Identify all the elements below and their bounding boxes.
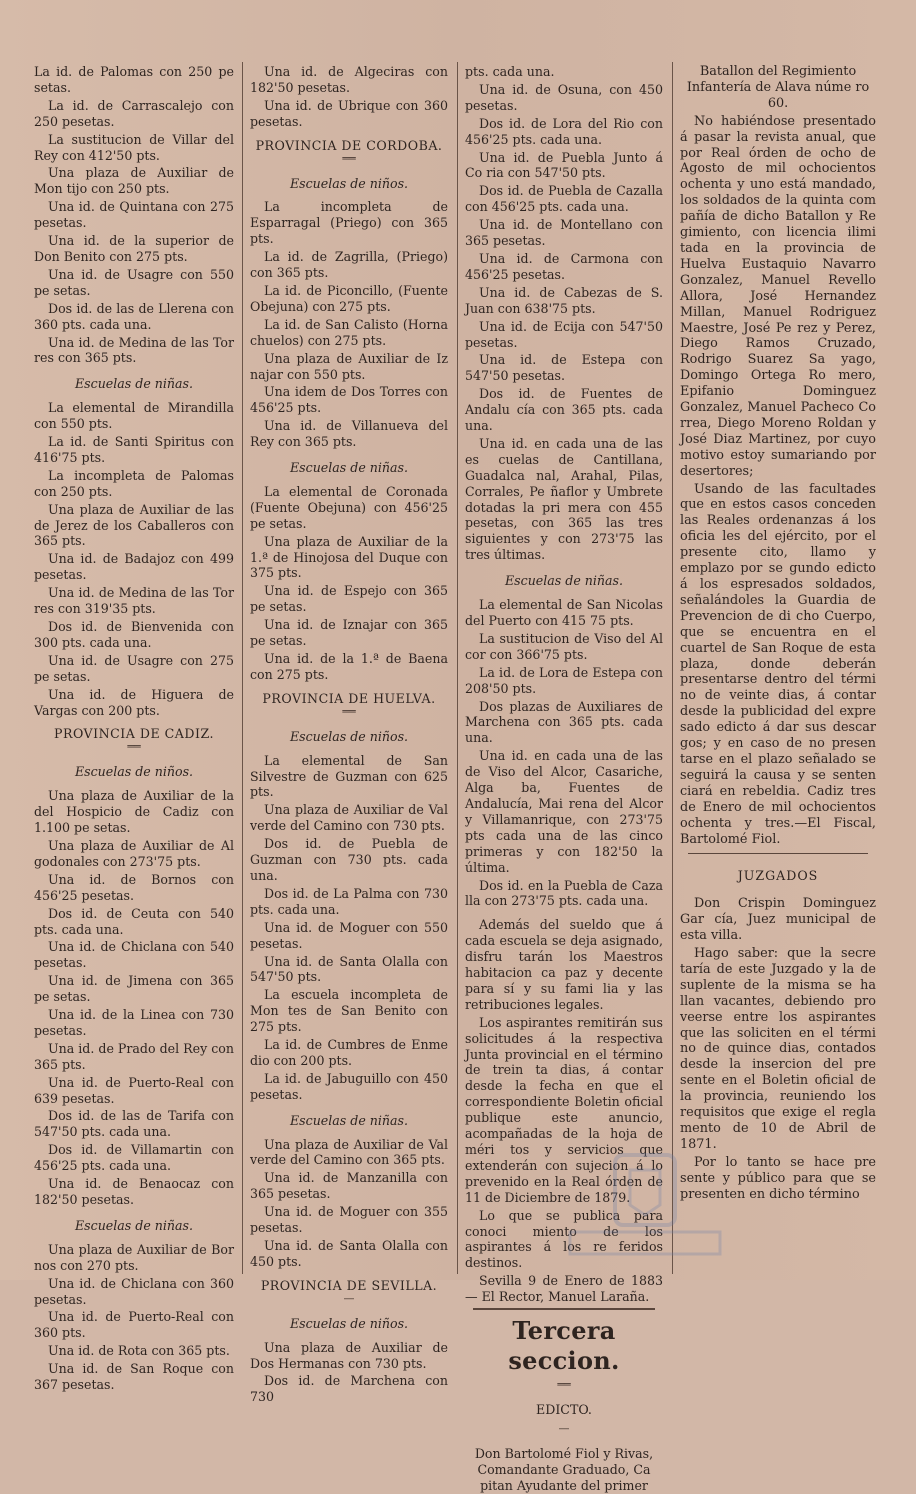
paragraph: Una id. de Algeciras con 182'50 pesetas. (250, 64, 448, 95)
section-heading: Escuelas de niños. (289, 175, 409, 191)
section-rule (688, 853, 868, 854)
paragraph: Usando de las facultades que en estos casos conceden las Reales ordenanzas á los oficia les del ejército, por el presente cito, llamo y emplazo por se gundo edicto á los espresados soldados, señalándoles la Guardia de Prevencion de di cho Cuerpo, que se encuentra en el cuartel de San Roque de esta plaza, donde deberán presentarse dentro del térmi no de veinte dias, á contar desde la publicidad del expre sado edicto á dar sus descar gos; y en caso de no presen tarse en el plazo señalado se seguirá la causa y se senten ciará en rebeldia. Cadiz tres de Enero de mil ochocientos ochenta y tres.—El Fiscal, Bartolomé Fiol. (680, 481, 876, 847)
paragraph: La id. de San Calisto (Horna chuelos) con 275 pts. (250, 316, 448, 348)
paragraph: Una id. de Estepa con 547'50 pesetas. (465, 352, 663, 384)
column-1 (34, 64, 234, 1393)
section-heading: Escuelas de niños. (74, 764, 194, 780)
paragraph: Una plaza de Auxiliar de Dos Hermanas con 730 pts. (250, 1339, 448, 1371)
paragraph: La elemental de Coronada (Fuente Obejuna) con 456'25 pe setas. (250, 483, 448, 531)
paragraph: Una id. de Usagre con 275 pe setas. (34, 652, 234, 684)
section-heading: Escuelas de niñas. (289, 1112, 409, 1128)
section-heading: Escuelas de niñas. (289, 460, 409, 476)
paragraph: La id. de Jabuguillo con 450 pesetas. (250, 1070, 448, 1102)
paragraph: Sevilla 9 de Enero de 1883 — El Rector, Manuel Laraña. (465, 1273, 663, 1305)
paragraph: Una idem de Dos Torres con 456'25 pts. (250, 384, 448, 416)
paragraph: La incompleta de Esparragal (Priego) con 365 pts. (250, 199, 448, 247)
paragraph: La elemental de San Silvestre de Guzman con 625 pts. (250, 752, 448, 800)
paragraph: No habiéndose presentado á pasar la revista anual, que por Real órden de ocho de Agosto de mil ochocientos ochenta y uno está mandado, los soldados de la quinta com pañía de dicho Batallon y Re gimiento, con licencia ilimi tada en la provincia de Huelva Eustaquio Navarro Gonzalez, Manuel Revello Allora, José Hernandez Millan, Manuel Rodriguez Maestre, José Pe rez y Perez, Diego Ramos Cruzado, Rodrigo Suarez Sa yago, Domingo Ortega Ro mero, Epifanio Dominguez Gonzalez, Manuel Pacheco Co rrea, Diego Moreno Roldan y José Diaz Martinez, por cuyo motivo estoy sumariando por desertores; (680, 113, 876, 479)
paragraph: Una id. en cada una de las de Viso del Alcor, Casariche, Alga ba, Fuentes de Andalucía, Mai rena del Alcor y Villamanrique, con 273'75 pts cada una de las cinco primeras y con 182'50 la última. (465, 748, 663, 875)
paragraph: La id. de Piconcillo, (Fuente Obejuna) con 275 pts. (250, 282, 448, 314)
paragraph: Una plaza de Auxiliar de las de Jerez de los Caballeros con 365 pts. (34, 501, 234, 549)
paragraph: Una plaza de Auxiliar de Val verde del Camino con 730 pts. (250, 802, 448, 834)
ornament: ══ (127, 740, 141, 754)
paragraph: Una plaza de Auxiliar de Val verde del Camino con 365 pts. (250, 1136, 448, 1168)
section-title: Tercera seccion. (508, 1316, 620, 1376)
paragraph: Una plaza de Auxiliar de Mon tijo con 250 pts. (34, 165, 234, 197)
column-rule (672, 62, 673, 1274)
ornament: ══ (342, 704, 356, 718)
paragraph: Batallon del Regimiento Infantería de Alava núme ro 60. (686, 64, 870, 111)
section-heading: Escuelas de niñas. (74, 376, 194, 392)
paragraph: La elemental de Mirandilla con 550 pts. (34, 400, 234, 432)
paragraph: Una id. de Cabezas de S. Juan con 638'75 pts. (465, 284, 663, 316)
paragraph: Dos id. de Bienvenida con 300 pts. cada una. (34, 619, 234, 650)
paragraph: Una id. de Carmona con 456'25 pesetas. (465, 250, 663, 282)
paragraph: La id. de Santi Spiritus con 416'75 pts. (34, 434, 234, 465)
paragraph: Una plaza de Auxiliar de Iz najar con 550 pts. (250, 350, 448, 382)
paragraph: Dos id. de Villamartin con 456'25 pts. cada una. (34, 1142, 234, 1174)
paragraph: Una id. en cada una de las es cuelas de Cantillana, Guadalca nal, Arahal, Pilas, Corrales, Pe ñaflor y Umbrete dotadas la pri mera con 455 pesetas, con 365 las tres siguientes y con 273'75 las tres últimas. (465, 435, 663, 563)
section-heading: Escuelas de niños. (289, 728, 409, 744)
section-heading: Escuelas de niñas. (74, 1217, 194, 1233)
library-watermark (560, 1150, 730, 1260)
paragraph: Dos id. de Puebla de Cazalla con 456'25 pts. cada una. (465, 183, 663, 215)
paragraph: Una id. de la 1.ª de Baena con 275 pts. (250, 651, 448, 682)
paragraph: Una id. de Usagre con 550 pe setas. (34, 266, 234, 298)
paragraph: Dos id. de las de Tarifa con 547'50 pts. cada una. (34, 1108, 234, 1140)
paragraph: La id. de Carrascalejo con 250 pesetas. (34, 97, 234, 129)
paragraph: Por lo tanto se hace pre sente y público para que se presenten en dicho término (680, 1154, 876, 1202)
paragraph: Una id. de Osuna, con 450 pesetas. (465, 81, 663, 113)
paragraph: Una id. de Espejo con 365 pe setas. (250, 583, 448, 615)
province-heading: PROVINCIA DE HUELVA. (262, 690, 436, 706)
paragraph: Una id. de Badajoz con 499 pesetas. (34, 551, 234, 583)
paragraph: Una id. de Chiclana con 360 pesetas. (34, 1275, 234, 1307)
paragraph: Dos id. de La Palma con 730 pts. cada una. (250, 885, 448, 917)
paragraph: Una id. de Ubrique con 360 pesetas. (250, 97, 448, 129)
paragraph: Una id. de Medina de las Tor res con 319'35 pts. (34, 585, 234, 617)
paragraph: La id. de Cumbres de Enme dio con 200 pts. (250, 1037, 448, 1068)
paragraph: Dos id. de Ceuta con 540 pts. cada una. (34, 905, 234, 937)
column-2 (250, 64, 448, 1405)
province-heading: PROVINCIA DE CADIZ. (54, 726, 214, 742)
paragraph: Lo que se publica para conoci miento de los aspirantes á los re feridos destinos. (465, 1207, 663, 1271)
paragraph: Una plaza de Auxiliar de la del Hospicio de Cadiz con 1.100 pe setas. (34, 788, 234, 836)
edict-heading: EDICTO. (536, 1402, 592, 1418)
paragraph: La escuela incompleta de Mon tes de San Benito con 275 pts. (250, 987, 448, 1035)
ornament: ══ (342, 151, 356, 165)
paragraph: Una id. de Bornos con 456'25 pesetas. (34, 871, 234, 903)
paragraph: La id. de Zagrilla, (Priego) con 365 pts. (250, 249, 448, 281)
paragraph: Una id. de Puerto-Real con 360 pts. (34, 1309, 234, 1341)
paragraph: Una id. de Puerto-Real con 639 pesetas. (34, 1074, 234, 1106)
ornament: ══ (557, 1378, 571, 1392)
paragraph: Hago saber: que la secre taría de este Juzgado y la de suplente de la misma se ha llan vacantes, debiendo pro veerse entre los aspirantes que las soliciten en el térmi no de quince dias, contados desde la insercion del pre sente en el Boletin oficial de la provincia, reuniendo los requisitos que exige el regla mento de 10 de Abril de 1871. (680, 946, 876, 1152)
paragraph: La sustitucion de Viso del Al cor con 366'75 pts. (465, 630, 663, 662)
paragraph: Una plaza de Auxiliar de la 1.ª de Hinojosa del Duque con 375 pts. (250, 533, 448, 581)
ornament: — (343, 1291, 355, 1305)
paragraph: Dos id. de Lora del Rio con 456'25 pts. cada una. (465, 115, 663, 147)
paragraph: Una id. de Quintana con 275 pesetas. (34, 199, 234, 231)
section-heading: Escuelas de niños. (289, 1315, 409, 1331)
paragraph: Una id. de Santa Olalla con 547'50 pts. (250, 953, 448, 985)
paragraph: Don Bartolomé Fiol y Rivas, Comandante Graduado, Ca pitan Ayudante del primer (474, 1445, 654, 1493)
paragraph: Dos id. en la Puebla de Caza lla con 273'75 pts. cada una. (465, 877, 663, 909)
paragraph: Dos plazas de Auxiliares de Marchena con 365 pts. cada una. (465, 698, 663, 746)
paragraph: Una plaza de Auxiliar de Al godonales con 273'75 pts. (34, 837, 234, 869)
paragraph: Una id. de Montellano con 365 pesetas. (465, 217, 663, 249)
column-rule (242, 62, 243, 1274)
paragraph: Una id. de Medina de las Tor res con 365 pts. (34, 334, 234, 366)
paragraph: Dos id. de Fuentes de Andalu cía con 365 pts. cada una. (465, 386, 663, 434)
paragraph: Una id. de la Linea con 730 pesetas. (34, 1007, 234, 1038)
paragraph: Una id. de Benaocaz con 182'50 pesetas. (34, 1176, 234, 1207)
paragraph: Don Crispin Dominguez Gar cía, Juez municipal de esta villa. (680, 896, 876, 944)
paragraph: Una id. de Puebla Junto á Co ria con 547'50 pts. (465, 149, 663, 181)
paragraph: Una id. de Manzanilla con 365 pesetas. (250, 1170, 448, 1202)
paragraph: Además del sueldo que á cada escuela se deja asignado, disfru tarán los Maestros habitacion ca paz y decente para sí y su fami lia y las retribuciones legales. (465, 917, 663, 1012)
column-4 (680, 64, 876, 1274)
paragraph: Una id. de Santa Olalla con 450 pts. (250, 1238, 448, 1269)
paragraph: Los aspirantes remitirán sus solicitudes á la respectiva Junta provincial en el término de trein ta dias, á contar desde la fecha en que el correspondiente Boletin oficial publique este anuncio, acompañadas de la hoja de méri tos y servicios que extenderán con sujecion á lo prevenido en la Real órden de 11 de Diciembre de 1879. (465, 1014, 663, 1205)
paragraph: Una id. de Ecija con 547'50 pesetas. (465, 318, 663, 350)
section-rule (473, 1308, 655, 1310)
paragraph: La id. de Palomas con 250 pe setas. (34, 64, 234, 95)
section-heading: Escuelas de niñas. (504, 573, 624, 589)
province-heading: PROVINCIA DE CORDOBA. (255, 137, 443, 153)
province-heading: PROVINCIA DE SEVILLA. (260, 1277, 438, 1293)
paragraph: La sustitucion de Villar del Rey con 412'50 pts. (34, 131, 234, 163)
paragraph: Una id. de Prado del Rey con 365 pts. (34, 1040, 234, 1072)
paragraph: Una id. de Rota con 365 pts. (48, 1343, 230, 1359)
column-3 (465, 64, 663, 1493)
paragraph: Una id. de Higuera de Vargas con 200 pts. (34, 686, 234, 718)
paragraph: Una id. de la superior de Don Benito con 275 pts. (34, 233, 234, 264)
ornament: — (558, 1421, 570, 1435)
paragraph: pts. cada una. (465, 64, 555, 79)
column-rule (457, 62, 458, 1274)
courts-heading: JUZGADOS (737, 868, 819, 884)
paragraph: La elemental de San Nicolas del Puerto con 415 75 pts. (465, 597, 663, 628)
paragraph: Una id. de Jimena con 365 pe setas. (34, 973, 234, 1005)
paragraph: Una plaza de Auxiliar de Bor nos con 270 pts. (34, 1241, 234, 1273)
paragraph: Dos id. de las de Llerena con 360 pts. cada una. (34, 300, 234, 332)
paragraph: Una id. de Moguer con 550 pesetas. (250, 919, 448, 951)
paragraph: Una id. de Chiclana con 540 pesetas. (34, 939, 234, 971)
paragraph: Una id. de Moguer con 355 pesetas. (250, 1204, 448, 1236)
paragraph: La incompleta de Palomas con 250 pts. (34, 467, 234, 499)
paragraph: Una id. de Iznajar con 365 pe setas. (250, 617, 448, 649)
paragraph: Una id. de San Roque con 367 pesetas. (34, 1361, 234, 1393)
paragraph: Una id. de Villanueva del Rey con 365 pts. (250, 418, 448, 450)
paragraph: Dos id. de Marchena con 730 (250, 1373, 448, 1405)
paragraph: La id. de Lora de Estepa con 208'50 pts. (465, 664, 663, 696)
paragraph: Dos id. de Puebla de Guzman con 730 pts. cada una. (250, 836, 448, 883)
